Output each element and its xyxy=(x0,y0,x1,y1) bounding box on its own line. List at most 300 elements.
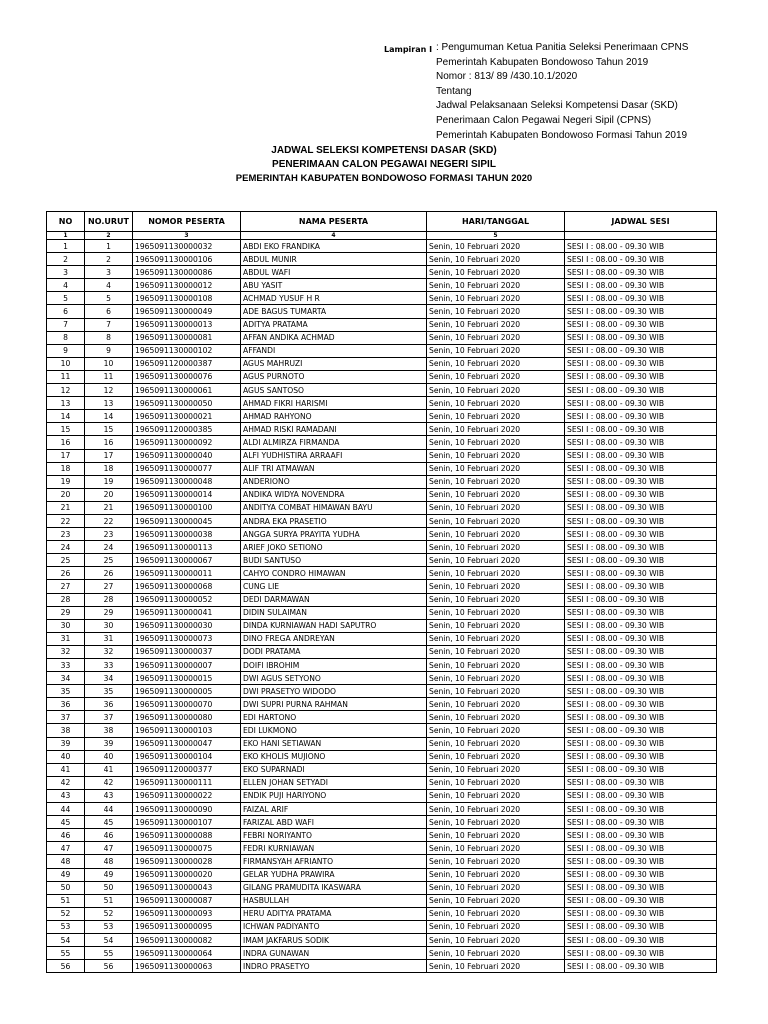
cell-jadwal-sesi: SESI I : 08.00 - 09.30 WIB xyxy=(565,541,717,554)
schedule-table xyxy=(46,211,717,973)
cell-no-urut: 2 xyxy=(85,253,133,266)
cell-no-urut: 27 xyxy=(85,580,133,593)
table-row xyxy=(47,593,717,606)
table-row xyxy=(47,842,717,855)
cell-nomor-peserta: 1965091130000090 xyxy=(133,803,241,816)
cell-no-urut: 25 xyxy=(85,554,133,567)
cell-hari-tanggal: Senin, 10 Februari 2020 xyxy=(427,567,565,580)
cell-jadwal-sesi: SESI I : 08.00 - 09.30 WIB xyxy=(565,907,717,920)
cell-nama-peserta: ELLEN JOHAN SETYADI xyxy=(241,776,427,789)
cell-jadwal-sesi: SESI I : 08.00 - 09.30 WIB xyxy=(565,384,717,397)
cell-hari-tanggal: Senin, 10 Februari 2020 xyxy=(427,816,565,829)
cell-jadwal-sesi: SESI I : 08.00 - 09.30 WIB xyxy=(565,253,717,266)
cell-no: 4 xyxy=(47,279,85,292)
table-row xyxy=(47,619,717,632)
cell-no: 33 xyxy=(47,659,85,672)
cell-no-urut: 10 xyxy=(85,357,133,370)
cell-jadwal-sesi: SESI I : 08.00 - 09.30 WIB xyxy=(565,960,717,973)
cell-no-urut: 56 xyxy=(85,960,133,973)
cell-no: 14 xyxy=(47,410,85,423)
cell-jadwal-sesi: SESI I : 08.00 - 09.30 WIB xyxy=(565,279,717,292)
cell-nama-peserta: HASBULLAH xyxy=(241,894,427,907)
cell-nomor-peserta: 1965091120000377 xyxy=(133,763,241,776)
table-row xyxy=(47,514,717,527)
cell-no-urut: 7 xyxy=(85,318,133,331)
cell-hari-tanggal: Senin, 10 Februari 2020 xyxy=(427,920,565,933)
cell-nama-peserta: INDRA GUNAWAN xyxy=(241,947,427,960)
cell-nomor-peserta: 1965091130000075 xyxy=(133,842,241,855)
table-row xyxy=(47,279,717,292)
cell-nama-peserta: INDRO PRASETYO xyxy=(241,960,427,973)
cell-jadwal-sesi: SESI I : 08.00 - 09.30 WIB xyxy=(565,423,717,436)
cell-nama-peserta: FIRMANSYAH AFRIANTO xyxy=(241,855,427,868)
cell-hari-tanggal: Senin, 10 Februari 2020 xyxy=(427,606,565,619)
cell-nomor-peserta: 1965091130000070 xyxy=(133,698,241,711)
cell-jadwal-sesi: SESI I : 08.00 - 09.30 WIB xyxy=(565,685,717,698)
cell-jadwal-sesi: SESI I : 08.00 - 09.30 WIB xyxy=(565,816,717,829)
cell-nama-peserta: DINO FREGA ANDREYAN xyxy=(241,632,427,645)
cell-no: 27 xyxy=(47,580,85,593)
cell-nomor-peserta: 1965091130000087 xyxy=(133,894,241,907)
table-row xyxy=(47,894,717,907)
cell-hari-tanggal: Senin, 10 Februari 2020 xyxy=(427,737,565,750)
cell-no: 44 xyxy=(47,803,85,816)
cell-nama-peserta: DOIFI IBROHIM xyxy=(241,659,427,672)
table-row xyxy=(47,357,717,370)
table-header-row xyxy=(47,212,717,232)
cell-jadwal-sesi: SESI I : 08.00 - 09.30 WIB xyxy=(565,750,717,763)
cell-no: 19 xyxy=(47,475,85,488)
cell-no: 26 xyxy=(47,567,85,580)
cell-nama-peserta: DINDA KURNIAWAN HADI SAPUTRO xyxy=(241,619,427,632)
table-row xyxy=(47,370,717,383)
header-no-urut: NO.URUT xyxy=(85,212,133,232)
cell-no-urut: 55 xyxy=(85,947,133,960)
cell-nama-peserta: ADITYA PRATAMA xyxy=(241,318,427,331)
cell-nomor-peserta: 1965091130000007 xyxy=(133,659,241,672)
cell-no: 28 xyxy=(47,593,85,606)
cell-hari-tanggal: Senin, 10 Februari 2020 xyxy=(427,907,565,920)
cell-jadwal-sesi: SESI I : 08.00 - 09.30 WIB xyxy=(565,829,717,842)
cell-no: 23 xyxy=(47,528,85,541)
cell-nomor-peserta: 1965091130000020 xyxy=(133,868,241,881)
table-row xyxy=(47,449,717,462)
cell-hari-tanggal: Senin, 10 Februari 2020 xyxy=(427,632,565,645)
cell-nama-peserta: ALDI ALMIRZA FIRMANDA xyxy=(241,436,427,449)
cell-nomor-peserta: 1965091120000385 xyxy=(133,423,241,436)
cell-nama-peserta: HERU ADITYA PRATAMA xyxy=(241,907,427,920)
cell-nama-peserta: ICHWAN PADIYANTO xyxy=(241,920,427,933)
cell-nomor-peserta: 1965091130000014 xyxy=(133,488,241,501)
cell-no: 29 xyxy=(47,606,85,619)
cell-nomor-peserta: 1965091130000063 xyxy=(133,960,241,973)
cell-no-urut: 20 xyxy=(85,488,133,501)
cell-nomor-peserta: 1965091130000028 xyxy=(133,855,241,868)
cell-hari-tanggal: Senin, 10 Februari 2020 xyxy=(427,960,565,973)
cell-hari-tanggal: Senin, 10 Februari 2020 xyxy=(427,449,565,462)
cell-nama-peserta: FARIZAL ABD WAFI xyxy=(241,816,427,829)
cell-hari-tanggal: Senin, 10 Februari 2020 xyxy=(427,266,565,279)
table-row xyxy=(47,567,717,580)
table-body xyxy=(47,240,717,973)
cell-no-urut: 53 xyxy=(85,920,133,933)
cell-no: 49 xyxy=(47,868,85,881)
table-row xyxy=(47,933,717,946)
cell-no: 47 xyxy=(47,842,85,855)
cell-jadwal-sesi: SESI I : 08.00 - 09.30 WIB xyxy=(565,881,717,894)
cell-jadwal-sesi: SESI I : 08.00 - 09.30 WIB xyxy=(565,567,717,580)
cell-jadwal-sesi: SESI I : 08.00 - 09.30 WIB xyxy=(565,436,717,449)
table-row xyxy=(47,331,717,344)
cell-nama-peserta: FEBRI NORIYANTO xyxy=(241,829,427,842)
cell-nama-peserta: GILANG PRAMUDITA IKASWARA xyxy=(241,881,427,894)
cell-nomor-peserta: 1965091130000038 xyxy=(133,528,241,541)
cell-no-urut: 49 xyxy=(85,868,133,881)
cell-hari-tanggal: Senin, 10 Februari 2020 xyxy=(427,397,565,410)
cell-hari-tanggal: Senin, 10 Februari 2020 xyxy=(427,501,565,514)
cell-nama-peserta: ALIF TRI ATMAWAN xyxy=(241,462,427,475)
table-row xyxy=(47,266,717,279)
cell-no: 24 xyxy=(47,541,85,554)
cell-hari-tanggal: Senin, 10 Februari 2020 xyxy=(427,659,565,672)
cell-no: 55 xyxy=(47,947,85,960)
cell-no: 40 xyxy=(47,750,85,763)
cell-jadwal-sesi: SESI I : 08.00 - 09.30 WIB xyxy=(565,305,717,318)
cell-nama-peserta: ABDUL WAFI xyxy=(241,266,427,279)
cell-no-urut: 6 xyxy=(85,305,133,318)
table-row xyxy=(47,318,717,331)
cell-nama-peserta: AHMAD FIKRI HARISMI xyxy=(241,397,427,410)
cell-hari-tanggal: Senin, 10 Februari 2020 xyxy=(427,331,565,344)
cell-nomor-peserta: 1965091130000082 xyxy=(133,933,241,946)
cell-no-urut: 21 xyxy=(85,501,133,514)
lampiran-label: Lampiran I xyxy=(384,45,433,54)
cell-hari-tanggal: Senin, 10 Februari 2020 xyxy=(427,776,565,789)
cell-nomor-peserta: 1965091130000032 xyxy=(133,240,241,253)
cell-nama-peserta: FEDRI KURNIAWAN xyxy=(241,842,427,855)
cell-hari-tanggal: Senin, 10 Februari 2020 xyxy=(427,514,565,527)
cell-no-urut: 48 xyxy=(85,855,133,868)
cell-nomor-peserta: 1965091130000073 xyxy=(133,632,241,645)
cell-no: 36 xyxy=(47,698,85,711)
table-row xyxy=(47,384,717,397)
cell-no: 37 xyxy=(47,711,85,724)
table-row xyxy=(47,423,717,436)
cell-hari-tanggal: Senin, 10 Februari 2020 xyxy=(427,803,565,816)
table-row xyxy=(47,645,717,658)
cell-nama-peserta: GELAR YUDHA PRAWIRA xyxy=(241,868,427,881)
cell-hari-tanggal: Senin, 10 Februari 2020 xyxy=(427,698,565,711)
cell-nomor-peserta: 1965091120000387 xyxy=(133,357,241,370)
cell-nama-peserta: ANDITYA COMBAT HIMAWAN BAYU xyxy=(241,501,427,514)
cell-nomor-peserta: 1965091130000037 xyxy=(133,645,241,658)
cell-nomor-peserta: 1965091130000080 xyxy=(133,711,241,724)
cell-no: 20 xyxy=(47,488,85,501)
cell-nama-peserta: DWI SUPRI PURNA RAHMAN xyxy=(241,698,427,711)
cell-no: 12 xyxy=(47,384,85,397)
cell-nomor-peserta: 1965091130000012 xyxy=(133,279,241,292)
cell-no-urut: 33 xyxy=(85,659,133,672)
cell-nama-peserta: ANGGA SURYA PRAYITA YUDHA xyxy=(241,528,427,541)
cell-hari-tanggal: Senin, 10 Februari 2020 xyxy=(427,423,565,436)
cell-jadwal-sesi: SESI I : 08.00 - 09.30 WIB xyxy=(565,855,717,868)
cell-jadwal-sesi: SESI I : 08.00 - 09.30 WIB xyxy=(565,449,717,462)
cell-hari-tanggal: Senin, 10 Februari 2020 xyxy=(427,528,565,541)
cell-no: 6 xyxy=(47,305,85,318)
cell-no-urut: 5 xyxy=(85,292,133,305)
cell-nama-peserta: CUNG LIE xyxy=(241,580,427,593)
cell-no: 38 xyxy=(47,724,85,737)
lampiran-line: Pemerintah Kabupaten Bondowoso Tahun 2019 xyxy=(436,56,649,68)
cell-nomor-peserta: 1965091130000108 xyxy=(133,292,241,305)
cell-nama-peserta: ABDUL MUNIR xyxy=(241,253,427,266)
cell-hari-tanggal: Senin, 10 Februari 2020 xyxy=(427,240,565,253)
cell-no-urut: 47 xyxy=(85,842,133,855)
cell-nama-peserta: IMAM JAKFARUS SODIK xyxy=(241,933,427,946)
cell-jadwal-sesi: SESI I : 08.00 - 09.30 WIB xyxy=(565,672,717,685)
lampiran-text xyxy=(436,41,766,143)
cell-nomor-peserta: 1965091130000077 xyxy=(133,462,241,475)
cell-no-urut: 13 xyxy=(85,397,133,410)
cell-jadwal-sesi: SESI I : 08.00 - 09.30 WIB xyxy=(565,501,717,514)
cell-hari-tanggal: Senin, 10 Februari 2020 xyxy=(427,318,565,331)
cell-jadwal-sesi: SESI I : 08.00 - 09.30 WIB xyxy=(565,410,717,423)
cell-no-urut: 29 xyxy=(85,606,133,619)
cell-no: 31 xyxy=(47,632,85,645)
cell-nomor-peserta: 1965091130000048 xyxy=(133,475,241,488)
cell-jadwal-sesi: SESI I : 08.00 - 09.30 WIB xyxy=(565,528,717,541)
cell-hari-tanggal: Senin, 10 Februari 2020 xyxy=(427,763,565,776)
cell-jadwal-sesi: SESI I : 08.00 - 09.30 WIB xyxy=(565,593,717,606)
table-row xyxy=(47,724,717,737)
cell-nomor-peserta: 1965091130000093 xyxy=(133,907,241,920)
document-subtitle-2: PEMERINTAH KABUPATEN BONDOWOSO FORMASI TAHUN 2020 xyxy=(235,173,533,184)
cell-hari-tanggal: Senin, 10 Februari 2020 xyxy=(427,488,565,501)
table-row xyxy=(47,920,717,933)
cell-no-urut: 46 xyxy=(85,829,133,842)
table-row xyxy=(47,698,717,711)
cell-nama-peserta: AGUS PURNOTO xyxy=(241,370,427,383)
cell-hari-tanggal: Senin, 10 Februari 2020 xyxy=(427,475,565,488)
cell-nama-peserta: AFFAN ANDIKA ACHMAD xyxy=(241,331,427,344)
cell-jadwal-sesi: SESI I : 08.00 - 09.30 WIB xyxy=(565,370,717,383)
cell-hari-tanggal: Senin, 10 Februari 2020 xyxy=(427,462,565,475)
cell-no: 34 xyxy=(47,672,85,685)
cell-nomor-peserta: 1965091130000043 xyxy=(133,881,241,894)
cell-no-urut: 45 xyxy=(85,816,133,829)
table-row xyxy=(47,776,717,789)
cell-nama-peserta: AGUS SANTOSO xyxy=(241,384,427,397)
cell-no-urut: 52 xyxy=(85,907,133,920)
cell-no: 10 xyxy=(47,357,85,370)
cell-no-urut: 8 xyxy=(85,331,133,344)
cell-no: 13 xyxy=(47,397,85,410)
cell-no-urut: 36 xyxy=(85,698,133,711)
cell-jadwal-sesi: SESI I : 08.00 - 09.30 WIB xyxy=(565,580,717,593)
cell-nomor-peserta: 1965091130000050 xyxy=(133,397,241,410)
cell-nama-peserta: EDI LUKMONO xyxy=(241,724,427,737)
cell-nomor-peserta: 1965091130000047 xyxy=(133,737,241,750)
cell-hari-tanggal: Senin, 10 Februari 2020 xyxy=(427,750,565,763)
cell-no-urut: 50 xyxy=(85,881,133,894)
cell-no-urut: 35 xyxy=(85,685,133,698)
cell-nama-peserta: FAIZAL ARIF xyxy=(241,803,427,816)
cell-jadwal-sesi: SESI I : 08.00 - 09.30 WIB xyxy=(565,724,717,737)
table-row xyxy=(47,789,717,802)
cell-no: 54 xyxy=(47,933,85,946)
document-subtitle: PENERIMAAN CALON PEGAWAI NEGERI SIPIL xyxy=(272,159,496,170)
cell-nomor-peserta: 1965091130000100 xyxy=(133,501,241,514)
cell-no: 22 xyxy=(47,514,85,527)
table-row xyxy=(47,711,717,724)
column-index-row xyxy=(47,232,717,240)
cell-jadwal-sesi: SESI I : 08.00 - 09.30 WIB xyxy=(565,659,717,672)
cell-nama-peserta: ARIEF JOKO SETIONO xyxy=(241,541,427,554)
cell-no-urut: 26 xyxy=(85,567,133,580)
cell-no: 11 xyxy=(47,370,85,383)
table-row xyxy=(47,606,717,619)
lampiran-line: Nomor : 813/ 89 /430.10.1/2020 xyxy=(436,71,578,83)
table-row xyxy=(47,672,717,685)
cell-nomor-peserta: 1965091130000061 xyxy=(133,384,241,397)
cell-nomor-peserta: 1965091130000015 xyxy=(133,672,241,685)
header-nama-peserta: NAMA PESERTA xyxy=(241,212,427,232)
cell-hari-tanggal: Senin, 10 Februari 2020 xyxy=(427,724,565,737)
cell-no-urut: 44 xyxy=(85,803,133,816)
cell-nama-peserta: DODI PRATAMA xyxy=(241,645,427,658)
cell-no: 25 xyxy=(47,554,85,567)
cell-no: 50 xyxy=(47,881,85,894)
cell-jadwal-sesi: SESI I : 08.00 - 09.30 WIB xyxy=(565,842,717,855)
table-row xyxy=(47,397,717,410)
cell-jadwal-sesi: SESI I : 08.00 - 09.30 WIB xyxy=(565,711,717,724)
cell-no-urut: 18 xyxy=(85,462,133,475)
header-nomor-peserta: NOMOR PESERTA xyxy=(133,212,241,232)
cell-nomor-peserta: 1965091130000103 xyxy=(133,724,241,737)
cell-jadwal-sesi: SESI I : 08.00 - 09.30 WIB xyxy=(565,803,717,816)
cell-no: 51 xyxy=(47,894,85,907)
cell-nomor-peserta: 1965091130000052 xyxy=(133,593,241,606)
table-row xyxy=(47,881,717,894)
cell-nama-peserta: AHMAD RISKI RAMADANI xyxy=(241,423,427,436)
cell-jadwal-sesi: SESI I : 08.00 - 09.30 WIB xyxy=(565,331,717,344)
cell-no-urut: 42 xyxy=(85,776,133,789)
table-row xyxy=(47,580,717,593)
cell-jadwal-sesi: SESI I : 08.00 - 09.30 WIB xyxy=(565,462,717,475)
cell-jadwal-sesi: SESI I : 08.00 - 09.30 WIB xyxy=(565,344,717,357)
cell-nama-peserta: ABU YASIT xyxy=(241,279,427,292)
cell-hari-tanggal: Senin, 10 Februari 2020 xyxy=(427,619,565,632)
cell-nomor-peserta: 1965091130000107 xyxy=(133,816,241,829)
cell-no: 48 xyxy=(47,855,85,868)
cell-jadwal-sesi: SESI I : 08.00 - 09.30 WIB xyxy=(565,488,717,501)
table-row xyxy=(47,685,717,698)
table-row xyxy=(47,907,717,920)
header-jadwal-sesi: JADWAL SESI xyxy=(565,212,717,232)
cell-hari-tanggal: Senin, 10 Februari 2020 xyxy=(427,881,565,894)
cell-jadwal-sesi: SESI I : 08.00 - 09.30 WIB xyxy=(565,920,717,933)
table-row xyxy=(47,436,717,449)
cell-no: 16 xyxy=(47,436,85,449)
cell-nomor-peserta: 1965091130000095 xyxy=(133,920,241,933)
cell-no: 5 xyxy=(47,292,85,305)
cell-nama-peserta: CAHYO CONDRO HIMAWAN xyxy=(241,567,427,580)
cell-nomor-peserta: 1965091130000067 xyxy=(133,554,241,567)
cell-no: 9 xyxy=(47,344,85,357)
cell-no-urut: 39 xyxy=(85,737,133,750)
cell-no-urut: 37 xyxy=(85,711,133,724)
cell-no: 42 xyxy=(47,776,85,789)
cell-nama-peserta: ALFI YUDHISTIRA ARRAAFI xyxy=(241,449,427,462)
cell-no-urut: 3 xyxy=(85,266,133,279)
cell-no-urut: 38 xyxy=(85,724,133,737)
table-row xyxy=(47,528,717,541)
cell-hari-tanggal: Senin, 10 Februari 2020 xyxy=(427,789,565,802)
cell-nama-peserta: EKO KHOLIS MUJIONO xyxy=(241,750,427,763)
column-index: 1 xyxy=(47,232,85,240)
document-title: JADWAL SELEKSI KOMPETENSI DASAR (SKD) xyxy=(271,145,497,156)
cell-no: 45 xyxy=(47,816,85,829)
cell-nomor-peserta: 1965091130000086 xyxy=(133,266,241,279)
cell-no: 3 xyxy=(47,266,85,279)
cell-jadwal-sesi: SESI I : 08.00 - 09.30 WIB xyxy=(565,947,717,960)
cell-no: 2 xyxy=(47,253,85,266)
cell-hari-tanggal: Senin, 10 Februari 2020 xyxy=(427,685,565,698)
cell-no: 1 xyxy=(47,240,85,253)
cell-hari-tanggal: Senin, 10 Februari 2020 xyxy=(427,344,565,357)
cell-no-urut: 1 xyxy=(85,240,133,253)
table-row xyxy=(47,475,717,488)
table-row xyxy=(47,344,717,357)
table-row xyxy=(47,501,717,514)
cell-nomor-peserta: 1965091130000088 xyxy=(133,829,241,842)
cell-no: 41 xyxy=(47,763,85,776)
cell-nomor-peserta: 1965091130000092 xyxy=(133,436,241,449)
cell-jadwal-sesi: SESI I : 08.00 - 09.30 WIB xyxy=(565,933,717,946)
cell-no-urut: 12 xyxy=(85,384,133,397)
cell-nama-peserta: ACHMAD YUSUF H R xyxy=(241,292,427,305)
lampiran-line: Pemerintah Kabupaten Bondowoso Formasi Tahun 2019 xyxy=(436,129,688,141)
cell-nomor-peserta: 1965091130000022 xyxy=(133,789,241,802)
cell-nama-peserta: EKO HANI SETIAWAN xyxy=(241,737,427,750)
cell-nama-peserta: DWI AGUS SETYONO xyxy=(241,672,427,685)
cell-no-urut: 41 xyxy=(85,763,133,776)
table-row xyxy=(47,803,717,816)
cell-nomor-peserta: 1965091130000102 xyxy=(133,344,241,357)
cell-nama-peserta: ANDRA EKA PRASETIO xyxy=(241,514,427,527)
table-row xyxy=(47,960,717,973)
table-row xyxy=(47,632,717,645)
cell-nomor-peserta: 1965091130000104 xyxy=(133,750,241,763)
cell-jadwal-sesi: SESI I : 08.00 - 09.30 WIB xyxy=(565,763,717,776)
cell-jadwal-sesi: SESI I : 08.00 - 09.30 WIB xyxy=(565,397,717,410)
cell-no-urut: 23 xyxy=(85,528,133,541)
cell-jadwal-sesi: SESI I : 08.00 - 09.30 WIB xyxy=(565,868,717,881)
cell-no: 35 xyxy=(47,685,85,698)
cell-hari-tanggal: Senin, 10 Februari 2020 xyxy=(427,711,565,724)
lampiran-line: : Pengumuman Ketua Panitia Seleksi Penerimaan CPNS xyxy=(436,42,689,53)
cell-jadwal-sesi: SESI I : 08.00 - 09.30 WIB xyxy=(565,632,717,645)
cell-no: 17 xyxy=(47,449,85,462)
cell-hari-tanggal: Senin, 10 Februari 2020 xyxy=(427,672,565,685)
cell-hari-tanggal: Senin, 10 Februari 2020 xyxy=(427,410,565,423)
cell-hari-tanggal: Senin, 10 Februari 2020 xyxy=(427,855,565,868)
table-row xyxy=(47,462,717,475)
cell-hari-tanggal: Senin, 10 Februari 2020 xyxy=(427,279,565,292)
cell-nama-peserta: DEDI DARMAWAN xyxy=(241,593,427,606)
table-row xyxy=(47,659,717,672)
lampiran-line: Penerimaan Calon Pegawai Negeri Sipil (CPNS) xyxy=(436,114,652,126)
